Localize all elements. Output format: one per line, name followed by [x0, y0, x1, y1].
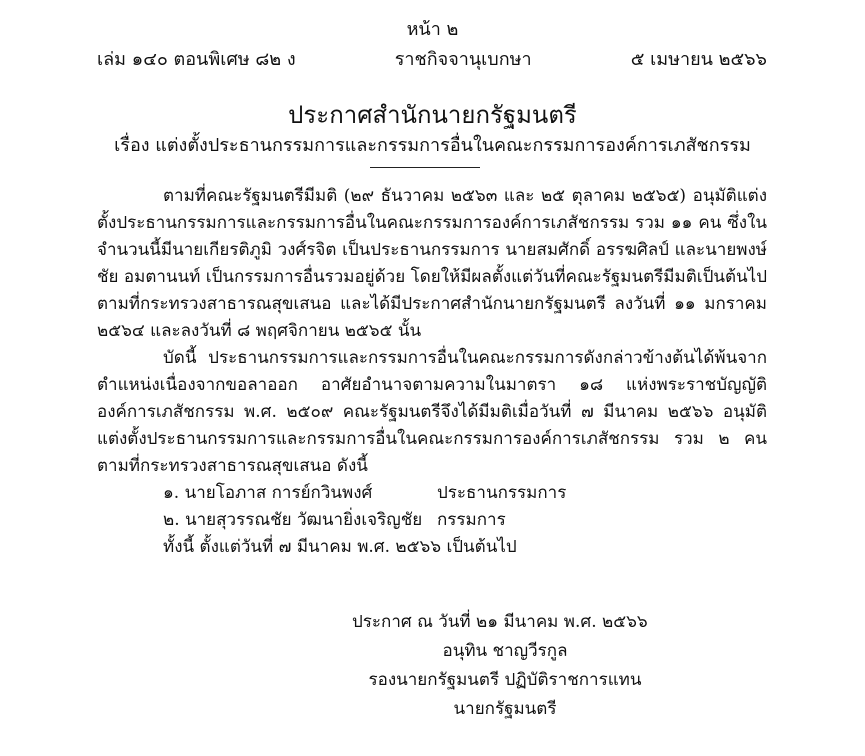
announcement-body — [97, 183, 767, 561]
appointee-position: ประธานกรรมการ — [437, 483, 567, 503]
publication-date: ๕ เมษายน ๒๕๖๖ — [630, 49, 767, 70]
signatory-name: อนุทิน ชาญวีรกูล — [442, 641, 568, 661]
list-item — [97, 480, 767, 507]
title-divider — [370, 167, 480, 168]
appointee-position: กรรมการ — [437, 510, 506, 530]
paragraph-resolution: บัดนี้ ประธานกรรมการและกรรมการอื่นในคณะกรรมการดังกล่าวข้างต้นได้พ้นจากตำแหน่งเนื่องจากขอลาออก อาศัยอำนาจตามความในมาตรา ๑๘ แห่งพระราชบัญญัติองค์การเภสัชกรรม พ.ศ. ๒๕๐๙ คณะรัฐมนตรีจึงได้มีมติเมื่อวันที่ ๗ มีนาคม ๒๕๖๖ อนุมัติแต่งตั้งประธานกรรมการและกรรมการอื่นในคณะกรรมการองค์การเภสัชกรรม รวม ๒ คน ตามที่กระทรวงสาธารณสุขเสนอ ดังนี้ — [97, 348, 767, 476]
announcement-subject: เรื่อง แต่งตั้งประธานกรรมการและกรรมการอื่นในคณะกรรมการองค์การเภสัชกรรม — [114, 135, 751, 156]
volume-info: เล่ม ๑๔๐ ตอนพิเศษ ๘๒ ง — [97, 49, 296, 70]
gazette-name: ราชกิจจานุเบกษา — [394, 49, 532, 70]
announcement-title: ประกาศสำนักนายกรัฐมนตรี — [288, 101, 577, 129]
announcement-date: ประกาศ ณ วันที่ ๒๑ มีนาคม พ.ศ. ๒๕๖๖ — [352, 612, 648, 632]
signatory-on-behalf: นายกรัฐมนตรี — [453, 699, 557, 719]
appointee-name: ๒. นายสุวรรณชัย วัฒนายิ่งเจริญชัย — [163, 510, 423, 530]
signatory-position: รองนายกรัฐมนตรี ปฏิบัติราชการแทน — [368, 670, 642, 690]
signature-block — [340, 608, 670, 724]
appointee-name: ๑. นายโอภาส การย์กวินพงศ์ — [163, 483, 373, 503]
appointee-list — [97, 480, 767, 534]
page-number: หน้า ๒ — [406, 19, 459, 40]
list-item — [97, 507, 767, 534]
effective-date: ทั้งนี้ ตั้งแต่วันที่ ๗ มีนาคม พ.ศ. ๒๕๖๖ เป็นต้นไป — [163, 537, 517, 557]
paragraph-background: ตามที่คณะรัฐมนตรีมีมติ (๒๙ ธันวาคม ๒๕๖๓ และ ๒๕ ตุลาคม ๒๕๖๕) อนุมัติแต่งตั้งประธานกรรมการและกรรมการอื่นในคณะกรรมการองค์การเภสัชกรรม รวม ๑๑ คน ซึ่งในจำนวนนี้มีนายเกียรติภูมิ วงศ์รจิต เป็นประธานกรรมการ นายสมศักดิ์ อรรฆศิลป์ และนายพงษ์ชัย อมตานนท์ เป็นกรรมการอื่นรวมอยู่ด้วย โดยให้มีผลตั้งแต่วันที่คณะรัฐมนตรีมีมติเป็นต้นไป ตามที่กระทรวงสาธารณสุขเสนอ และได้มีประกาศสำนักนายกรัฐมนตรี ลงวันที่ ๑๑ มกราคม ๒๕๖๔ และลงวันที่ ๘ พฤศจิกายน ๒๕๖๕ นั้น — [97, 186, 767, 341]
gazette-header — [97, 44, 767, 73]
